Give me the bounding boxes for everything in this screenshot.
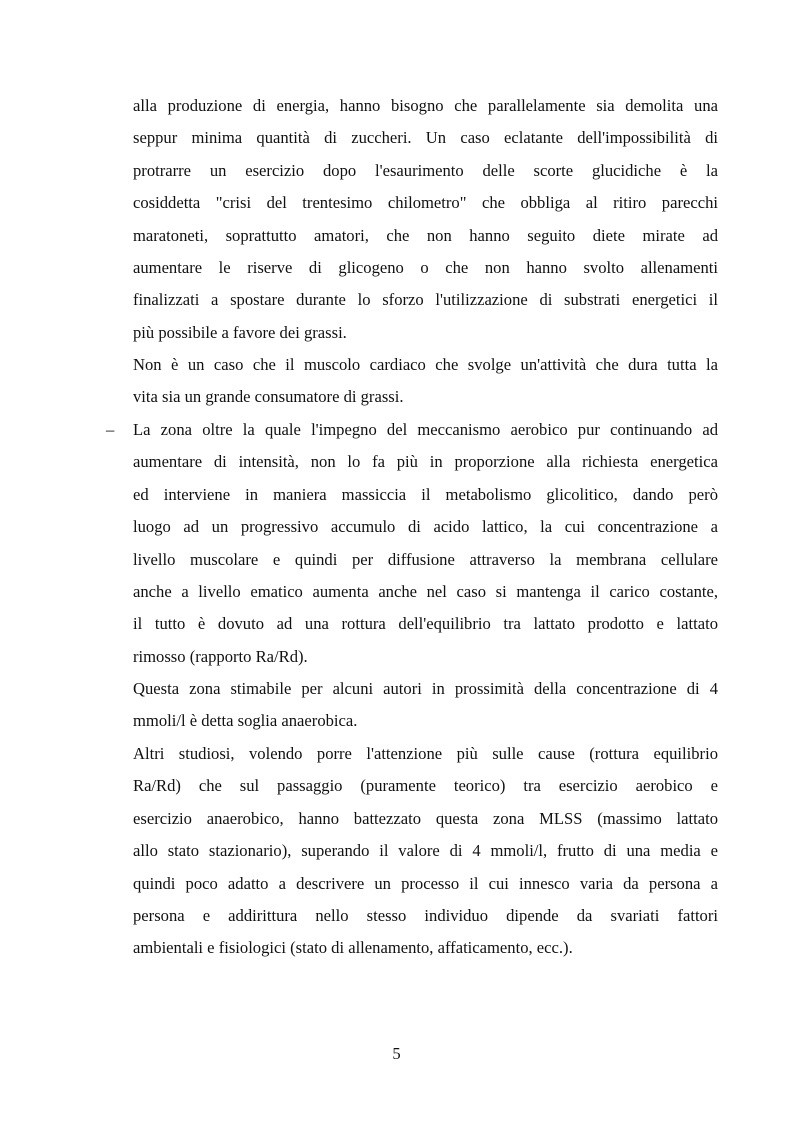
paragraph-energy-production (133, 90, 718, 349)
text-line: ed interviene in maniera massiccia il metabolismo glicolitico, dando però (133, 484, 718, 504)
text-line: il tutto è dovuto ad una rottura dell'equilibrio tra lattato prodotto e lattato (133, 614, 718, 634)
text-line: ambientali e fisiologici (stato di allenamento, affaticamento, ecc.). (133, 938, 573, 958)
text-line: Ra/Rd) che sul passaggio (puramente teorico) tra esercizio aerobico e (133, 776, 718, 796)
text-line: mmoli/l è detta soglia anaerobica. (133, 711, 358, 731)
text-line: vita sia un grande consumatore di grassi. (133, 387, 404, 407)
text-line: livello muscolare e quindi per diffusione attraverso la membrana cellulare (133, 549, 718, 569)
text-line: maratoneti, soprattutto amatori, che non hanno seguito diete mirate ad (133, 225, 718, 245)
paragraph-mlss (133, 738, 718, 965)
text-line: aumentare le riserve di glicogeno o che non hanno svolto allenamenti (133, 257, 718, 277)
text-line: La zona oltre la quale l'impegno del meccanismo aerobico pur continuando ad (133, 420, 718, 439)
text-line: finalizzati a spostare durante lo sforzo l'utilizzazione di substrati energetici il (133, 290, 718, 310)
text-line: Questa zona stimabile per alcuni autori in prossimità della concentrazione di 4 (133, 679, 718, 698)
list-bullet-dash: – (106, 420, 115, 439)
text-line: protrarre un esercizio dopo l'esaurimento delle scorte glucidiche è la (133, 160, 718, 180)
page-number: 5 (392, 1044, 401, 1063)
text-line: luogo ad un progressivo accumulo di acido lattico, la cui concentrazione a (133, 517, 718, 537)
text-line: alla produzione di energia, hanno bisogno che parallelamente sia demolita una (133, 96, 718, 115)
text-line: Non è un caso che il muscolo cardiaco che svolge un'attività che dura tutta la (133, 355, 718, 374)
text-line: allo stato stazionario), superando il valore di 4 mmoli/l, frutto di una media e (133, 841, 718, 861)
text-line: rimosso (rapporto Ra/Rd). (133, 646, 308, 666)
paragraph-cardiac-muscle (133, 349, 718, 414)
text-line: anche a livello ematico aumenta anche nel caso si mantenga il carico costante, (133, 581, 718, 601)
text-line: Altri studiosi, volendo porre l'attenzione più sulle cause (rottura equilibrio (133, 744, 718, 763)
paragraph-anaerobic-threshold (133, 673, 718, 738)
text-line: aumentare di intensità, non lo fa più in proporzione alla richiesta energetica (133, 452, 718, 472)
list-item-aerobic-zone (133, 414, 718, 673)
text-line: persona e addirittura nello stesso individuo dipende da svariati fattori (133, 905, 718, 925)
text-line: cosiddetta "crisi del trentesimo chilometro" che obbliga al ritiro parecchi (133, 193, 718, 213)
text-line: più possibile a favore dei grassi. (133, 322, 347, 342)
text-line: seppur minima quantità di zuccheri. Un caso eclatante dell'impossibilità di (133, 128, 718, 148)
text-line: esercizio anaerobico, hanno battezzato questa zona MLSS (massimo lattato (133, 808, 718, 828)
text-line: quindi poco adatto a descrivere un processo il cui innesco varia da persona a (133, 873, 718, 893)
